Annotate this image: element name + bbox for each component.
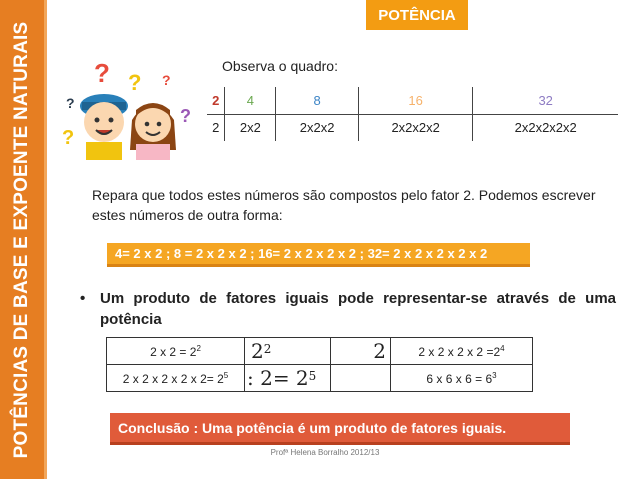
header-tag: POTÊNCIA xyxy=(366,0,468,30)
examples-cell xyxy=(245,338,331,365)
svg-text:?: ? xyxy=(180,106,191,126)
footer-credit: Profª Helena Borralho 2012/13 xyxy=(270,448,380,457)
example-expression: 2 x 2 = 2 xyxy=(150,344,197,359)
bullet-text: Um produto de fatores iguais pode representar-se através de uma potência xyxy=(100,290,616,328)
examples-row xyxy=(107,365,533,392)
example-ghost-text: 2 xyxy=(251,339,264,363)
bullet-paragraph xyxy=(80,288,616,330)
examples-cell xyxy=(107,365,245,392)
example-ghost-text: 2 xyxy=(373,339,386,363)
bullet-dot: • xyxy=(80,290,86,307)
example-exponent: 3 xyxy=(492,370,497,380)
powers-cell: 2 xyxy=(207,87,225,114)
example-ghost-text: : 2= 2 xyxy=(247,366,309,390)
example-exponent: 5 xyxy=(223,370,229,380)
example-exponent: 4 xyxy=(500,343,505,353)
powers-table-row-products xyxy=(207,114,618,141)
examples-cell xyxy=(391,365,533,392)
svg-text:?: ? xyxy=(62,127,75,149)
svg-text:?: ? xyxy=(128,70,142,95)
kids-question-marks-illustration xyxy=(52,60,202,160)
observe-label: Observa o quadro: xyxy=(222,58,338,74)
examples-cell xyxy=(391,338,533,365)
powers-cell: 16 xyxy=(358,87,472,114)
examples-cell xyxy=(107,338,245,365)
example-expression: 6 x 6 x 6 = 6 xyxy=(426,371,493,386)
powers-cell: 2x2x2x2 xyxy=(358,114,472,141)
example-exponent: 2 xyxy=(196,343,201,353)
example-expression: 2 x 2 x 2 x 2 =2 xyxy=(418,344,501,359)
repara-paragraph: Repara que todos estes números são compostos pelo fator 2. Podemos escrever estes números de outra forma: xyxy=(92,187,596,223)
powers-cell: 2x2x2 xyxy=(276,114,359,141)
examples-cell xyxy=(331,338,391,365)
example-expression: 2 x 2 x 2 x 2 x 2= 2 xyxy=(122,371,224,386)
examples-cell xyxy=(245,365,331,392)
sidebar-title: POTÊNCIAS DE BASE E EXPOENTE NATURAIS xyxy=(11,21,32,458)
example-exponent: 5 xyxy=(308,369,317,383)
examples-table xyxy=(106,337,533,392)
example-exponent: 2 xyxy=(263,342,272,356)
powers-cell: 32 xyxy=(473,87,618,114)
equations-banner: 4= 2 x 2 ; 8 = 2 x 2 x 2 ; 16= 2 x 2 x 2 x 2 ; 32= 2 x 2 x 2 x 2 x 2 xyxy=(107,243,530,267)
powers-table xyxy=(207,87,618,141)
powers-cell: 4 xyxy=(225,87,276,114)
sidebar xyxy=(0,0,47,479)
conclusion-banner: Conclusão : Uma potência é um produto de fatores iguais. xyxy=(110,413,570,445)
svg-text:?: ? xyxy=(94,60,110,88)
powers-cell: 2x2x2x2x2 xyxy=(473,114,618,141)
svg-text:?: ? xyxy=(162,72,171,88)
examples-cell xyxy=(331,365,391,392)
powers-table-row-numbers xyxy=(207,87,618,114)
examples-row xyxy=(107,338,533,365)
powers-cell: 2x2 xyxy=(225,114,276,141)
powers-cell: 2 xyxy=(207,114,225,141)
powers-cell: 8 xyxy=(276,87,359,114)
svg-text:?: ? xyxy=(66,95,75,111)
